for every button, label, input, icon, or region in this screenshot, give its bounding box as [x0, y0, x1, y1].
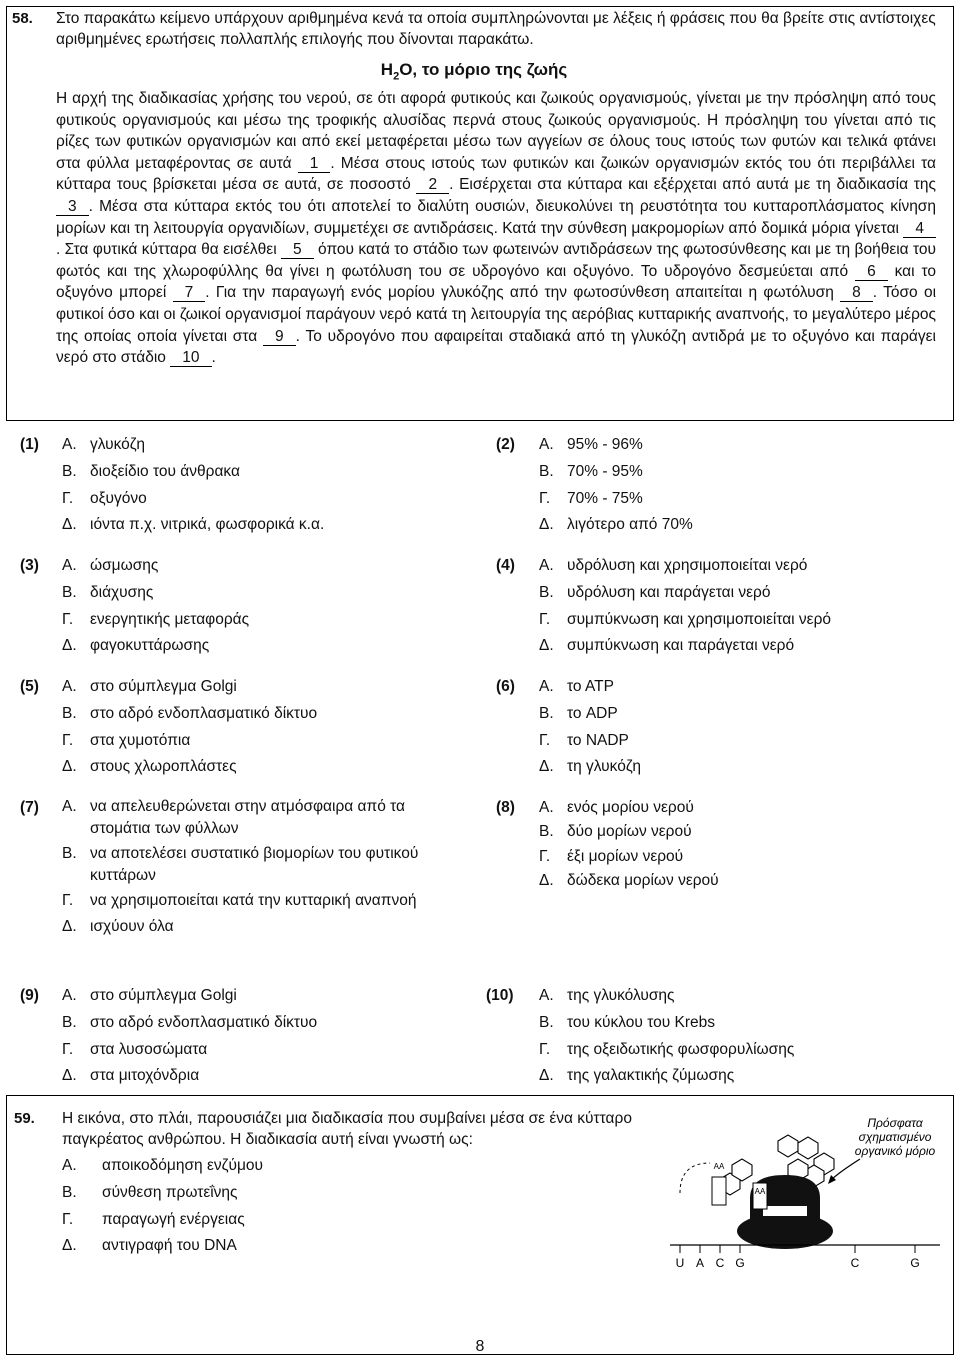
group-4-number: (4): [496, 557, 515, 574]
option-10b[interactable]: Β. του κύκλου του Krebs: [539, 1013, 715, 1031]
option-6c[interactable]: Γ. το NADP: [539, 731, 629, 749]
option-10d[interactable]: Δ. της γαλακτικής ζύμωσης: [539, 1067, 735, 1085]
blank-9: 9: [263, 329, 296, 346]
group-10-number: (10): [486, 987, 514, 1004]
option-7b[interactable]: Β. να αποτελέσει συστατικό βιομορίων του φυτικού κυττάρων: [62, 845, 419, 884]
group-9-number: (9): [20, 987, 39, 1004]
passage-title: $H_2O$, το μόριο της ζωής: [380, 60, 568, 83]
option-9a[interactable]: Α. στο σύμπλεγμα Golgi: [62, 987, 237, 1004]
option-4b[interactable]: Β. υδρόλυση και παράγεται νερό: [539, 583, 771, 601]
option-4c[interactable]: Γ. συμπύκνωση και χρησιμοποιείται νερό: [539, 610, 832, 628]
option-4a[interactable]: Α. υδρόλυση και χρησιμοποιείται νερό: [539, 557, 808, 574]
option-1a[interactable]: Α. γλυκόζη: [62, 436, 145, 453]
option-4d[interactable]: Δ. συμπύκνωση και παράγεται νερό: [539, 637, 795, 655]
page-number: 8: [475, 1338, 485, 1355]
option-3b[interactable]: Β. διάχυσης: [62, 583, 154, 601]
option-1c[interactable]: Γ. οξυγόνο: [62, 489, 147, 507]
trna-aa-label: AA: [754, 1187, 766, 1196]
option-9d[interactable]: Δ. στα μιτοχόνδρια: [62, 1067, 200, 1085]
blank-6: 6: [855, 264, 888, 281]
option-6d[interactable]: Δ. τη γλυκόζη: [539, 758, 642, 776]
blank-2: 2: [416, 177, 449, 194]
group-2-options: [539, 432, 693, 539]
option-7d[interactable]: Δ. ισχύουν όλα: [62, 917, 174, 935]
blank-8: 8: [840, 285, 873, 302]
option-5c[interactable]: Γ. στα χυμοτόπια: [62, 731, 191, 749]
question-58-intro: Στο παρακάτω κείμενο υπάρχουν αριθμημένα κενά τα οποία συμπληρώνονται με λέξεις ή φράσεις που θα βρείτε στις αντίστοιχες αριθμημένες ερωτήσεις πολλαπλής επιλογής που δίνονται παρακάτω.: [56, 10, 936, 48]
group-7-options: [62, 796, 442, 937]
option-3c[interactable]: Γ. ενεργητικής μεταφοράς: [62, 610, 250, 628]
base-label-4: G: [735, 1256, 745, 1270]
group-6-number: (6): [496, 678, 515, 695]
group-5-number: (5): [20, 678, 39, 695]
group-8-number: (8): [496, 799, 515, 816]
group-1-number: (1): [20, 436, 39, 453]
option-10c[interactable]: Γ. της οξειδωτικής φωσφορυλίωσης: [539, 1040, 795, 1058]
ribosome-small-subunit: [737, 1213, 833, 1249]
option-3a[interactable]: Α. ώσμωσης: [62, 557, 159, 574]
passage-text: Η αρχή της διαδικασίας χρήσης του νερού, σε ότι αφορά φυτικούς και ζωικούς οργανισμούς, γίνεται με την πρόσληψη από τους φυτικούς οργανισμούς και μέσω της τροφικής αλυσίδας περνά στους ζωικούς οργανισμούς. Η πρόσληψη του γίνεται από τις ρίζες των φυτικών οργανισμών και από εκεί μεταφέρεται μέσω των αγγείων σε όλους τους ιστούς των φυτών και τελικά φτάνει στα φύλλα μεταφέροντας σε αυτά 1 . Μέσα στους ιστούς των φυτικών και ζωικών οργανισμών εκτός του ότι περιβάλλει τα κύτταρα τους βρίσκεται μέσα σε αυτά, σε ποσοστό 2 . Εισέρχεται στα κύτταρα και εξέρχεται από αυτά με τη διαδικασία της 3 . Μέσα στα κύτταρα εκτός του ότι αποτελεί το διαλύτη ουσιών, διευκολύνει τη ρευστότητα του κυτταροπλάσματος κίνηση μορίων και τη λειτουργία οργανιδίων, συμμετέχει σε αντιδράσεις. Κατά την σύνθεση μακρομορίων από δομικά μόρια γίνεται 4. Στα φυτικά κύτταρα θα εισέλθει 5 όπου κατά το στάδιο των φωτεινών αντιδράσεων της φωτοσύνθεσης και με τη βοήθεια του φωτός και της χλωροφύλλης θα γίνει η φωτόλυση του σε υδρογόνο και οξυγόνο. Το υδρογόνο δεσμεύεται από 6 και το οξυγόνο μπορεί 7 . Για την παραγωγή ενός μορίου γλυκόζης από την φωτοσύνθεση απαιτείται η φωτόλυση 8 . Τόσο οι φυτικοί όσο και οι ζωικοί οργανισμοί παράγουν νερό κατά τη λειτουργία της αερόβιας κυτταρικής αναπνοής, το μεγαλύτερο μέρος της οποίας οποία γίνεται στα 9 . Το υδρογόνο που αφαιρείται σταδιακά από τη γλυκόζη αντιδρά με το οξυγόνο και παράγει νερό στο στάδιο 10 .: [56, 90, 937, 367]
option-2b[interactable]: Β. 70% - 95%: [539, 462, 643, 480]
option-6b[interactable]: Β. το ADP: [539, 704, 618, 722]
blank-7: 7: [173, 285, 206, 302]
option-7c[interactable]: Γ. να χρησιμοποιείται κατά την κυτταρική αναπνοή: [62, 892, 417, 909]
option-59c[interactable]: Γ. παραγωγή ενέργειας: [62, 1210, 245, 1228]
question-58-number: 58.: [12, 10, 33, 27]
option-1d[interactable]: Δ. ιόντα π.χ. νιτρικά, φωσφορικά κ.α.: [62, 516, 325, 534]
option-2a[interactable]: Α. 95% - 96%: [539, 436, 643, 453]
incoming-trna: [712, 1177, 726, 1205]
figure-caption-line-1: Πρόσφατα: [867, 1116, 923, 1130]
option-59b[interactable]: Β. σύνθεση πρωτεΐνης: [62, 1183, 238, 1201]
blank-4: 4: [903, 221, 936, 238]
blank-5: 5: [281, 242, 314, 259]
option-1b[interactable]: Β. διοξείδιο του άνθρακα: [62, 462, 240, 480]
base-label-2: A: [695, 1256, 705, 1270]
option-59a[interactable]: Α. αποικοδόμηση ενζύμου: [62, 1157, 263, 1174]
group-1-options: [62, 432, 324, 539]
blank-3: 3: [56, 199, 89, 216]
question-59-number: 59.: [14, 1110, 35, 1127]
base-label-5: C: [850, 1256, 860, 1270]
ribosome-site: [763, 1206, 807, 1216]
group-3-options: [62, 553, 249, 660]
option-9c[interactable]: Γ. στα λυσοσώματα: [62, 1040, 208, 1058]
option-9b[interactable]: Β. στο αδρό ενδοπλασματικό δίκτυο: [62, 1013, 318, 1031]
group-4-options: [539, 553, 831, 660]
group-7-number: (7): [20, 799, 39, 816]
blank-1: 1: [298, 156, 331, 173]
base-label-6: G: [910, 1256, 920, 1270]
option-2c[interactable]: Γ. 70% - 75%: [539, 489, 643, 507]
group-2-number: (2): [496, 436, 515, 453]
option-59d[interactable]: Δ. αντιγραφή του DNA: [62, 1237, 237, 1255]
option-3d[interactable]: Δ. φαγοκυττάρωσης: [62, 637, 210, 655]
option-8c[interactable]: Γ. έξι μορίων νερού: [539, 847, 684, 865]
group-8-options: [539, 796, 719, 893]
group-10-options: [539, 983, 794, 1090]
option-6a[interactable]: Α. το ΑΤΡ: [539, 678, 614, 695]
group-9-options: [62, 983, 317, 1090]
option-2d[interactable]: Δ. λιγότερο από 70%: [539, 516, 693, 534]
blank-10: 10: [170, 350, 211, 367]
group-3-number: (3): [20, 557, 39, 574]
question-59-text: Η εικόνα, στο πλάι, παρουσιάζει μια διαδικασία που συμβαίνει μέσα σε ένα κύτταρο παγκρέατος ανθρώπου. Η διαδικασία αυτή είναι γνωστή ως:: [62, 1110, 632, 1148]
option-5b[interactable]: Β. στο αδρό ενδοπλασματικό δίκτυο: [62, 704, 318, 722]
base-label-1: U: [675, 1256, 685, 1270]
option-7a[interactable]: Α. να απελευθερώνεται στην ατμόσφαιρα από τα στομάτια των φύλλων: [62, 798, 405, 837]
group-5-options: [62, 674, 317, 781]
ribosome-figure: [660, 1103, 950, 1293]
figure-caption-line-2: σχηματισμένο: [858, 1130, 932, 1144]
incoming-trna-aa-label: AA: [713, 1162, 725, 1171]
trna-path-arrow: [680, 1163, 710, 1193]
option-8d[interactable]: Δ. δώδεκα μορίων νερού: [539, 871, 719, 889]
option-10a[interactable]: Α. της γλυκόλυσης: [539, 987, 675, 1004]
option-5a[interactable]: Α. στο σύμπλεγμα Golgi: [62, 678, 237, 695]
group-6-options: [539, 674, 641, 781]
figure-caption-line-3: οργανικό μόριο: [854, 1144, 936, 1158]
question-59-options: [62, 1153, 263, 1260]
option-5d[interactable]: Δ. στους χλωροπλάστες: [62, 758, 237, 776]
option-8a[interactable]: Α. ενός μορίου νερού: [539, 799, 694, 816]
option-8b[interactable]: Β. δύο μορίων νερού: [539, 823, 692, 841]
base-label-3: C: [715, 1256, 725, 1270]
